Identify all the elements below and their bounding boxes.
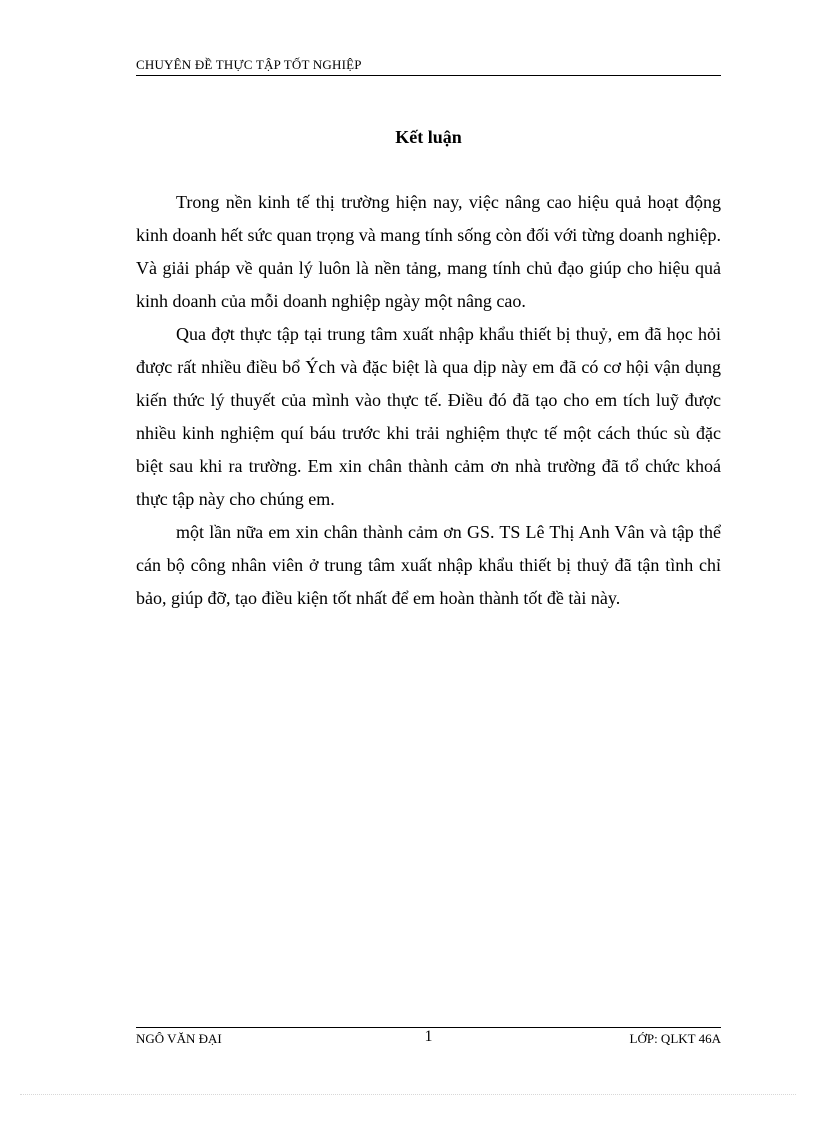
body-text: [136, 186, 721, 615]
footer-class: LỚP: QLKT 46A: [629, 1031, 721, 1046]
page-title: Kết luận: [395, 127, 462, 147]
paragraph-3: một lần nữa em xin chân thành cảm ơn GS. TS Lê Thị Anh Vân và tập thể cán bộ công nhân viên ở trung tâm xuất nhập khẩu thiết bị thuỷ đã tận tình chỉ bảo, giúp đỡ, tạo điều kiện tốt nhất để em hoàn thành tốt đề tài này.: [136, 522, 721, 608]
header-rule: [136, 75, 721, 76]
footer-page-number: 1: [424, 1028, 433, 1045]
paragraph-2: Qua đợt thực tập tại trung tâm xuất nhập khẩu thiết bị thuỷ, em đã học hỏi được rất nhiều điều bổ Ých và đặc biệt là qua dịp này em đã có cơ hội vận dụng kiến thức lý thuyết của mình vào thực tế. Điều đó đã tạo cho em tích luỹ được nhiều kinh nghiệm quí báu trước khi trải nghiệm thực tế một cách thúc sù đặc biệt sau khi ra trường. Em xin chân thành cảm ơn nhà trường đã tổ chức khoá thực tập này cho chúng em.: [136, 324, 721, 509]
footer-author: NGÔ VĂN ĐẠI: [136, 1031, 222, 1046]
running-header: CHUYÊN ĐỀ THỰC TẬP TỐT NGHIỆP: [136, 57, 362, 72]
paragraph-1: Trong nền kinh tế thị trường hiện nay, việc nâng cao hiệu quả hoạt động kinh doanh hết sức quan trọng và mang tính sống còn đối với từng doanh nghiệp. Và giải pháp về quản lý luôn là nền tảng, mang tính chủ đạo giúp cho hiệu quả kinh doanh của mỗi doanh nghiệp ngày một nâng cao.: [136, 192, 721, 311]
running-footer: [136, 1029, 721, 1049]
page-bottom-divider: [20, 1094, 796, 1095]
